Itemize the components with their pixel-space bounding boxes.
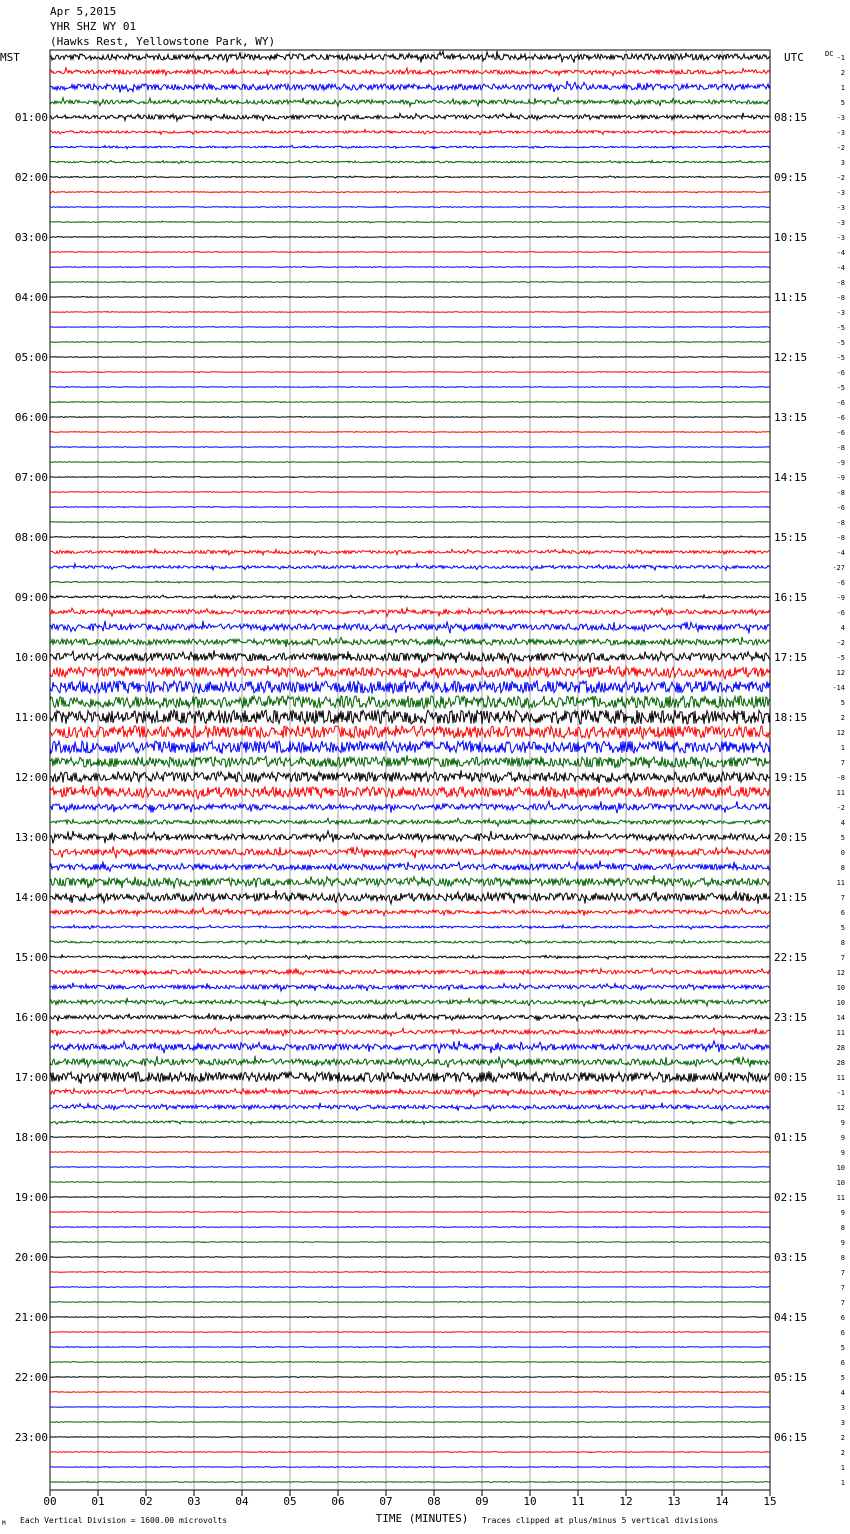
x-tick-label: 09 [475, 1495, 489, 1508]
mst-hour-label: 17:00 [14, 1071, 48, 1084]
dc-offset-label: -2 [836, 174, 845, 182]
dc-offset-label: -6 [836, 609, 845, 617]
trace-line [50, 968, 770, 975]
dc-offset-label: 5 [840, 834, 845, 842]
x-tick-label: 06 [331, 1495, 345, 1508]
mst-hour-label: 08:00 [14, 531, 48, 544]
dc-offset-label: 5 [840, 924, 845, 932]
trace-line [50, 621, 770, 634]
dc-offset-label: -6 [836, 504, 845, 512]
trace-line [50, 983, 770, 991]
dc-offset-label: 7 [840, 1299, 845, 1307]
trace-line [50, 356, 770, 357]
utc-hour-label: 12:15 [774, 351, 808, 364]
dc-offset-label: 10 [836, 1179, 845, 1187]
dc-offset-label: 4 [840, 1389, 845, 1397]
trace-line [50, 818, 770, 826]
dc-offset-label: 1 [840, 84, 845, 92]
trace-line [50, 81, 770, 93]
trace-line [50, 236, 770, 238]
trace-line [50, 846, 770, 858]
dc-offset-label: -3 [836, 219, 845, 227]
dc-offset-label: -6 [836, 579, 845, 587]
trace-line [50, 831, 770, 844]
trace-line [50, 1376, 770, 1377]
trace-line [50, 770, 770, 783]
dc-offset-label: 12 [836, 669, 845, 677]
trace-line [50, 386, 770, 387]
trace-line [50, 955, 770, 959]
dc-offset-label: 28 [836, 1044, 845, 1052]
trace-line [50, 1406, 770, 1407]
footer-mark: M [2, 1520, 6, 1527]
dc-offset-label: 6 [840, 1314, 845, 1322]
mst-hour-label: 09:00 [14, 591, 48, 604]
trace-line [50, 1088, 770, 1096]
utc-axis-title: UTC [784, 51, 804, 64]
trace-line [50, 725, 770, 738]
trace-line [50, 206, 770, 207]
dc-offset-label: 9 [840, 1239, 845, 1247]
dc-offset-label: -3 [836, 234, 845, 242]
trace-line [50, 741, 770, 754]
dc-offset-label: 5 [840, 99, 845, 107]
utc-hour-label: 17:15 [774, 651, 808, 664]
utc-hour-label: 05:15 [774, 1371, 808, 1384]
trace-line [50, 416, 770, 417]
dc-offset-label: 10 [836, 984, 845, 992]
dc-offset-label: -8 [836, 444, 845, 452]
trace-line [50, 446, 770, 447]
trace-line [50, 68, 770, 76]
dc-offset-label: 4 [840, 819, 845, 827]
trace-line [50, 191, 770, 193]
mst-hour-label: 01:00 [14, 111, 48, 124]
trace-line [50, 113, 770, 121]
dc-offset-label: -3 [836, 189, 845, 197]
trace-line [50, 281, 770, 282]
trace-line [50, 1346, 770, 1347]
trace-line [50, 650, 770, 663]
mst-hour-label: 22:00 [14, 1371, 48, 1384]
dc-offset-label: 3 [840, 159, 845, 167]
trace-line [50, 1196, 770, 1197]
dc-offset-label: -8 [836, 294, 845, 302]
trace-line [50, 1481, 770, 1482]
utc-hour-label: 19:15 [774, 771, 808, 784]
x-tick-label: 13 [667, 1495, 681, 1508]
trace-line [50, 908, 770, 916]
dc-offset-label: 2 [840, 1449, 845, 1457]
utc-hour-label: 01:15 [774, 1131, 808, 1144]
dc-offset-label: 2 [840, 69, 845, 77]
trace-line [50, 595, 770, 599]
dc-offset-label: 7 [840, 759, 845, 767]
trace-line [50, 581, 770, 583]
trace-line [50, 266, 770, 267]
footer-scale-note: Each Vertical Division = 1600.00 microvolts [20, 1516, 228, 1525]
dc-offset-label: -4 [836, 549, 845, 557]
trace-line [50, 1286, 770, 1287]
dc-offset-label: 9 [840, 1134, 845, 1142]
dc-offset-label: -5 [836, 324, 845, 332]
trace-line [50, 549, 770, 555]
dc-offset-label: 7 [840, 894, 845, 902]
trace-line [50, 506, 770, 507]
trace-line [50, 1256, 770, 1257]
trace-line [50, 401, 770, 402]
dc-offset-label: -8 [836, 279, 845, 287]
dc-offset-label: -6 [836, 369, 845, 377]
mst-hour-label: 03:00 [14, 231, 48, 244]
utc-hour-label: 03:15 [774, 1251, 808, 1264]
dc-offset-label: -5 [836, 654, 845, 662]
trace-line [50, 1421, 770, 1422]
x-tick-label: 00 [43, 1495, 57, 1508]
x-tick-label: 15 [763, 1495, 777, 1508]
dc-offset-label: 12 [836, 729, 845, 737]
dc-offset-label: 11 [836, 879, 845, 887]
trace-line [50, 861, 770, 872]
x-tick-label: 07 [379, 1495, 393, 1508]
dc-offset-label: -9 [836, 474, 845, 482]
utc-hour-label: 22:15 [774, 951, 808, 964]
mst-hour-label: 13:00 [14, 831, 48, 844]
dc-offset-label: 11 [836, 1029, 845, 1037]
trace-line [50, 371, 770, 372]
dc-offset-label: 9 [840, 1119, 845, 1127]
dc-offset-label: 6 [840, 1329, 845, 1337]
trace-line [50, 564, 770, 570]
trace-line [50, 665, 770, 679]
dc-offset-label: 1 [840, 744, 845, 752]
mst-hour-label: 15:00 [14, 951, 48, 964]
dc-offset-label: 2 [840, 714, 845, 722]
trace-line [50, 1071, 770, 1084]
mst-hour-label: 23:00 [14, 1431, 48, 1444]
utc-hour-label: 20:15 [774, 831, 808, 844]
trace-line [50, 176, 770, 178]
mst-hour-label: 19:00 [14, 1191, 48, 1204]
dc-offset-label: 5 [840, 1374, 845, 1382]
utc-hour-label: 02:15 [774, 1191, 808, 1204]
trace-line [50, 1301, 770, 1302]
mst-hour-label: 20:00 [14, 1251, 48, 1264]
mst-hour-label: 11:00 [14, 711, 48, 724]
mst-hour-label: 07:00 [14, 471, 48, 484]
trace-line [50, 1316, 770, 1317]
plot-frame [50, 50, 770, 1490]
trace-line [50, 1361, 770, 1362]
utc-hour-label: 15:15 [774, 531, 808, 544]
trace-line [50, 98, 770, 107]
x-axis-title: TIME (MINUTES) [375, 1512, 469, 1525]
dc-offset-label: -3 [836, 129, 845, 137]
dc-offset-label: 5 [840, 1344, 845, 1352]
dc-offset-label: 8 [840, 1254, 845, 1262]
dc-offset-label: -8 [836, 489, 845, 497]
x-tick-label: 02 [139, 1495, 153, 1508]
mst-hour-label: 05:00 [14, 351, 48, 364]
trace-line [50, 1451, 770, 1452]
dc-offset-label: 3 [840, 1404, 845, 1412]
dc-offset-label: -4 [836, 264, 845, 272]
utc-hour-label: 13:15 [774, 411, 808, 424]
dc-offset-label: -3 [836, 204, 845, 212]
trace-line [50, 1331, 770, 1332]
dc-offset-label: -14 [832, 684, 845, 692]
utc-hour-label: 06:15 [774, 1431, 808, 1444]
trace-line [50, 160, 770, 163]
trace-line [50, 875, 770, 888]
mst-axis-title: MST [0, 51, 20, 64]
utc-hour-label: 04:15 [774, 1311, 808, 1324]
trace-line [50, 51, 770, 63]
trace-line [50, 145, 770, 148]
x-tick-label: 01 [91, 1495, 105, 1508]
trace-line [50, 801, 770, 813]
trace-line [50, 431, 770, 432]
trace-line [50, 998, 770, 1007]
trace-line [50, 710, 770, 724]
utc-hour-label: 14:15 [774, 471, 808, 484]
dc-offset-label: -6 [836, 399, 845, 407]
trace-line [50, 1181, 770, 1182]
mst-hour-label: 06:00 [14, 411, 48, 424]
trace-line [50, 1391, 770, 1392]
trace-line [50, 1436, 770, 1437]
dc-offset-label: 8 [840, 939, 845, 947]
dc-offset-label: -1 [836, 54, 845, 62]
dc-offset-label: 0 [840, 849, 845, 857]
dc-offset-label: 1 [840, 1479, 845, 1487]
dc-offset-label: -4 [836, 249, 845, 257]
utc-hour-label: 21:15 [774, 891, 808, 904]
utc-hour-label: 08:15 [774, 111, 808, 124]
trace-line [50, 1226, 770, 1227]
station-code: YHR SHZ WY 01 [50, 20, 137, 33]
dc-offset-label: -2 [836, 804, 845, 812]
dc-offset-label: 10 [836, 999, 845, 1007]
utc-hour-label: 11:15 [774, 291, 808, 304]
dc-offset-label: -2 [836, 639, 845, 647]
x-tick-label: 04 [235, 1495, 249, 1508]
dc-offset-label: -3 [836, 114, 845, 122]
dc-offset-label: -6 [836, 429, 845, 437]
utc-hour-label: 00:15 [774, 1071, 808, 1084]
trace-line [50, 491, 770, 492]
trace-line [50, 296, 770, 297]
trace-line [50, 311, 770, 312]
dc-offset-label: 7 [840, 954, 845, 962]
mst-hour-label: 18:00 [14, 1131, 48, 1144]
mst-hour-label: 02:00 [14, 171, 48, 184]
x-tick-label: 12 [619, 1495, 633, 1508]
trace-line [50, 1136, 770, 1138]
dc-offset-label: 6 [840, 909, 845, 917]
x-tick-label: 05 [283, 1495, 297, 1508]
dc-offset-label: 12 [836, 1104, 845, 1112]
mst-hour-label: 12:00 [14, 771, 48, 784]
dc-offset-label: 5 [840, 699, 845, 707]
mst-hour-label: 10:00 [14, 651, 48, 664]
dc-offset-label: -8 [836, 519, 845, 527]
dc-offset-label: 1 [840, 1464, 845, 1472]
utc-hour-label: 23:15 [774, 1011, 808, 1024]
trace-line [50, 1120, 770, 1124]
dc-offset-label: -8 [836, 534, 845, 542]
utc-hour-label: 18:15 [774, 711, 808, 724]
seismic-traces [50, 51, 770, 1483]
dc-offset-label: -1 [836, 1089, 845, 1097]
trace-line [50, 1466, 770, 1467]
footer-clip-note: Traces clipped at plus/minus 5 vertical divisions [482, 1516, 719, 1525]
dc-offset-label: -9 [836, 459, 845, 467]
dc-offset-label: 4 [840, 624, 845, 632]
utc-hour-label: 16:15 [774, 591, 808, 604]
trace-line [50, 1028, 770, 1036]
x-tick-label: 11 [571, 1495, 585, 1508]
trace-line [50, 341, 770, 342]
mst-hour-label: 16:00 [14, 1011, 48, 1024]
trace-line [50, 696, 770, 708]
plot-date: Apr 5,2015 [50, 5, 117, 18]
dc-offset-label: 7 [840, 1284, 845, 1292]
trace-line [50, 890, 770, 904]
dc-offset-label: -9 [836, 594, 845, 602]
trace-line [50, 251, 770, 252]
dc-offset-label: -6 [836, 414, 845, 422]
trace-line [50, 1013, 770, 1022]
dc-offset-label: 11 [836, 1194, 845, 1202]
x-tick-label: 10 [523, 1495, 537, 1508]
dc-offset-label: 11 [836, 1074, 845, 1082]
trace-line [50, 521, 770, 522]
dc-offset-label: 9 [840, 1209, 845, 1217]
dc-offset-label: 8 [840, 864, 845, 872]
dc-offset-label: 7 [840, 1269, 845, 1277]
trace-line [50, 221, 770, 223]
dc-offset-label: -2 [836, 144, 845, 152]
trace-line [50, 608, 770, 616]
trace-line [50, 785, 770, 799]
x-tick-label: 14 [715, 1495, 729, 1508]
dc-offset-label: -5 [836, 384, 845, 392]
x-tick-label: 08 [427, 1495, 441, 1508]
mst-hour-label: 21:00 [14, 1311, 48, 1324]
dc-offset-label: 3 [840, 1419, 845, 1427]
trace-line [50, 636, 770, 647]
dc-offset-label: 2 [840, 1434, 845, 1442]
station-location: (Hawks Rest, Yellowstone Park, WY) [50, 35, 276, 48]
x-tick-label: 03 [187, 1495, 201, 1508]
trace-line [50, 1166, 770, 1167]
trace-line [50, 1271, 770, 1272]
dc-offset-label: 14 [836, 1014, 845, 1022]
trace-line [50, 476, 770, 477]
mst-hour-label: 04:00 [14, 291, 48, 304]
trace-line [50, 1241, 770, 1242]
trace-line [50, 1103, 770, 1111]
dc-offset-label: -27 [832, 564, 845, 572]
dc-offset-label: 12 [836, 969, 845, 977]
dc-offset-label: 6 [840, 1359, 845, 1367]
dc-column-title: DC [825, 50, 834, 58]
utc-hour-label: 10:15 [774, 231, 808, 244]
trace-line [50, 1056, 770, 1069]
dc-offset-label: 11 [836, 789, 845, 797]
dc-offset-label: -5 [836, 339, 845, 347]
trace-line [50, 129, 770, 134]
dc-offset-label: 28 [836, 1059, 845, 1067]
trace-line [50, 536, 770, 538]
trace-line [50, 925, 770, 929]
dc-offset-label: -3 [836, 309, 845, 317]
mst-hour-label: 14:00 [14, 891, 48, 904]
trace-line [50, 755, 770, 768]
trace-line [50, 1151, 770, 1152]
dc-offset-label: -5 [836, 354, 845, 362]
trace-line [50, 1211, 770, 1212]
dc-offset-label: 10 [836, 1164, 845, 1172]
trace-line [50, 680, 770, 693]
trace-line [50, 461, 770, 462]
dc-offset-label: -8 [836, 774, 845, 782]
trace-line [50, 326, 770, 327]
utc-hour-label: 09:15 [774, 171, 808, 184]
dc-offset-label: 9 [840, 1149, 845, 1157]
dc-offset-label: 8 [840, 1224, 845, 1232]
trace-line [50, 1041, 770, 1054]
trace-line [50, 940, 770, 944]
